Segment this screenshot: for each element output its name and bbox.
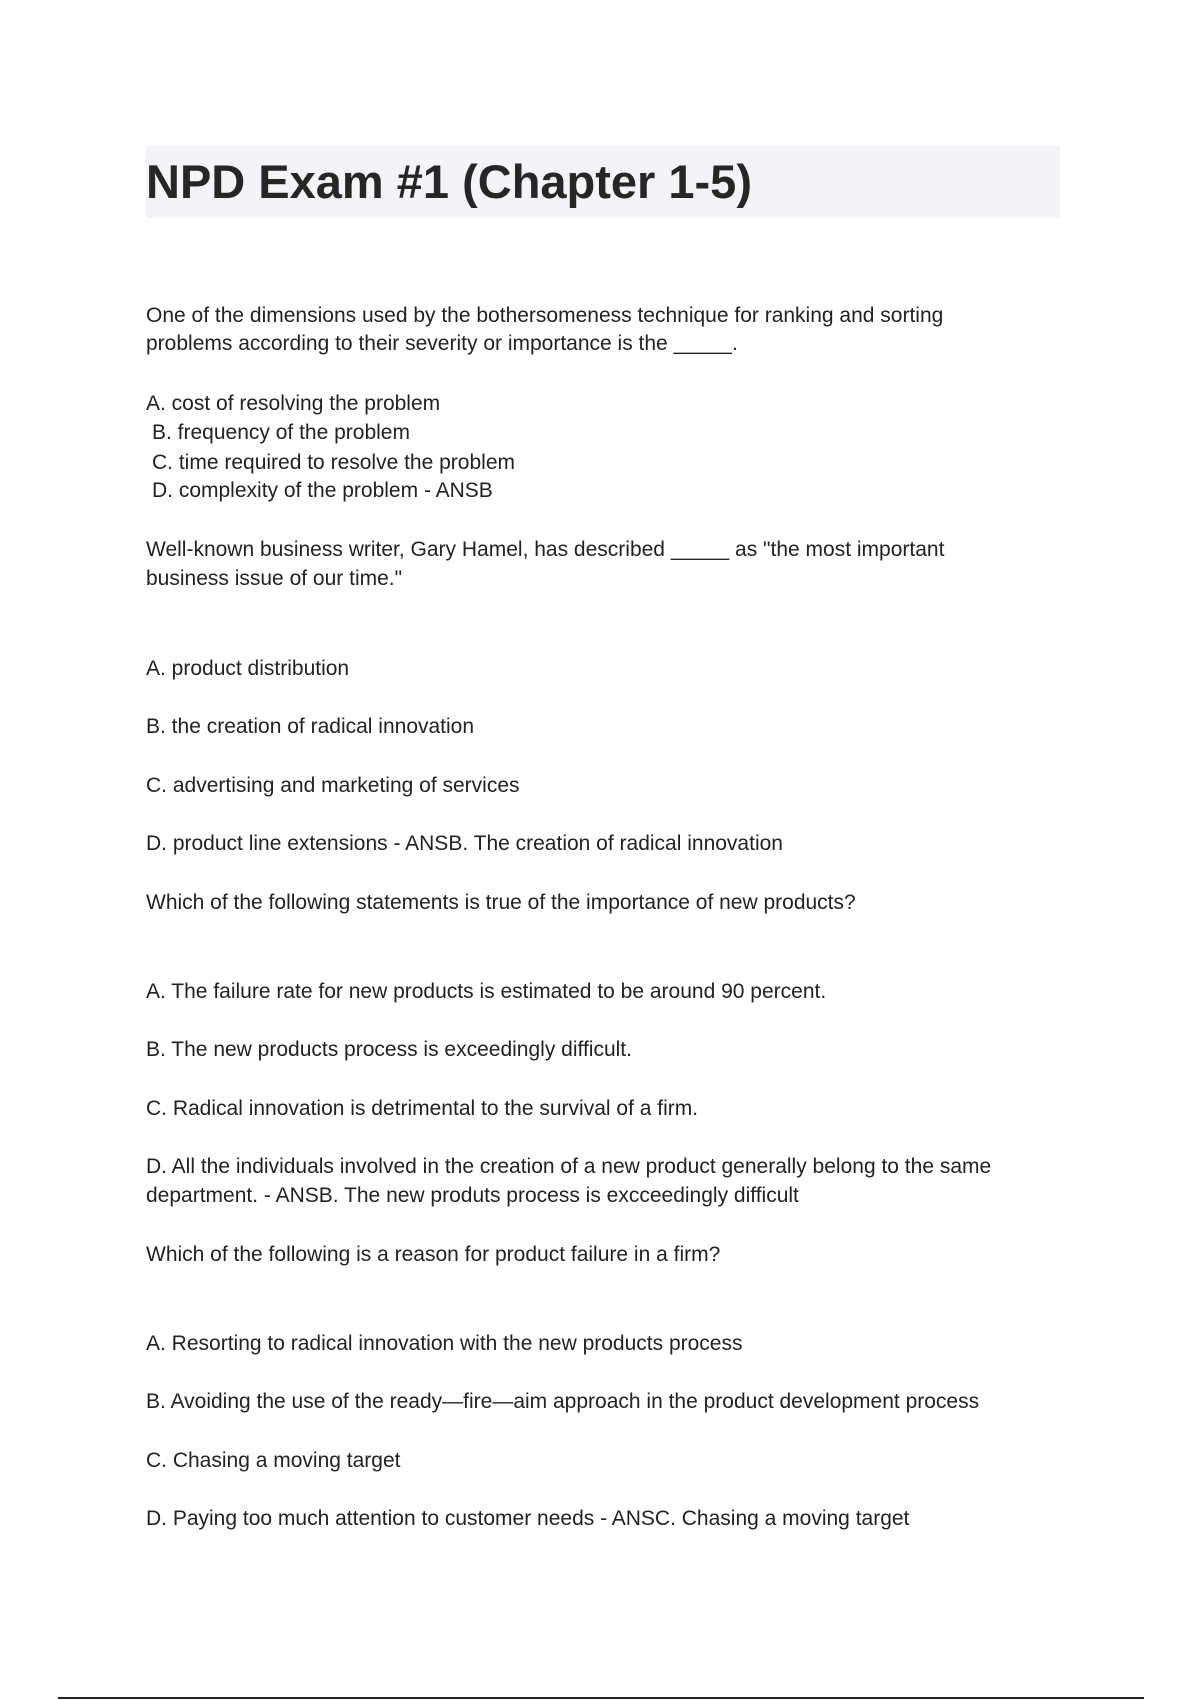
q3-option-d-line-1: D. All the individuals involved in the creation of a new product generally belong to the same bbox=[146, 1155, 992, 1178]
title-banner bbox=[146, 146, 1060, 218]
q4-option-b: B. Avoiding the use of the ready—fire—aim approach in the product development process bbox=[146, 1390, 980, 1413]
q1-question-line-2: problems according to their severity or importance is the _____. bbox=[146, 332, 738, 355]
q4-option-d: D. Paying too much attention to customer needs - ANSC. Chasing a moving target bbox=[146, 1507, 910, 1530]
q3-question: Which of the following statements is true of the importance of new products? bbox=[146, 891, 856, 914]
q1-option-b: B. frequency of the problem bbox=[152, 421, 410, 444]
q4-option-a: A. Resorting to radical innovation with the new products process bbox=[146, 1332, 743, 1355]
q4-option-c: C. Chasing a moving target bbox=[146, 1449, 401, 1472]
q1-option-c: C. time required to resolve the problem bbox=[152, 451, 515, 474]
q1-option-d: D. complexity of the problem - ANSB bbox=[152, 479, 493, 502]
q2-question-line-2: business issue of our time." bbox=[146, 567, 403, 590]
q1-option-a: A. cost of resolving the problem bbox=[146, 392, 441, 415]
q3-option-d-line-2: department. - ANSB. The new produts process is excceedingly difficult bbox=[146, 1184, 799, 1207]
q3-option-c: C. Radical innovation is detrimental to the survival of a firm. bbox=[146, 1097, 699, 1120]
q2-option-a: A. product distribution bbox=[146, 657, 350, 680]
q3-option-b: B. The new products process is exceedingly difficult. bbox=[146, 1038, 632, 1061]
q3-option-a: A. The failure rate for new products is estimated to be around 90 percent. bbox=[146, 980, 827, 1003]
document-title: NPD Exam #1 (Chapter 1-5) bbox=[146, 155, 752, 208]
q2-option-b: B. the creation of radical innovation bbox=[146, 715, 475, 738]
q2-option-d: D. product line extensions - ANSB. The creation of radical innovation bbox=[146, 832, 783, 855]
q2-option-c: C. advertising and marketing of services bbox=[146, 774, 520, 797]
q1-question-line-1: One of the dimensions used by the bothersomeness technique for ranking and sorting bbox=[146, 304, 944, 327]
q2-question-line-1: Well-known business writer, Gary Hamel, has described _____ as "the most important bbox=[146, 538, 945, 561]
q4-question: Which of the following is a reason for product failure in a firm? bbox=[146, 1243, 721, 1266]
page-bottom-rule bbox=[58, 1697, 1144, 1699]
